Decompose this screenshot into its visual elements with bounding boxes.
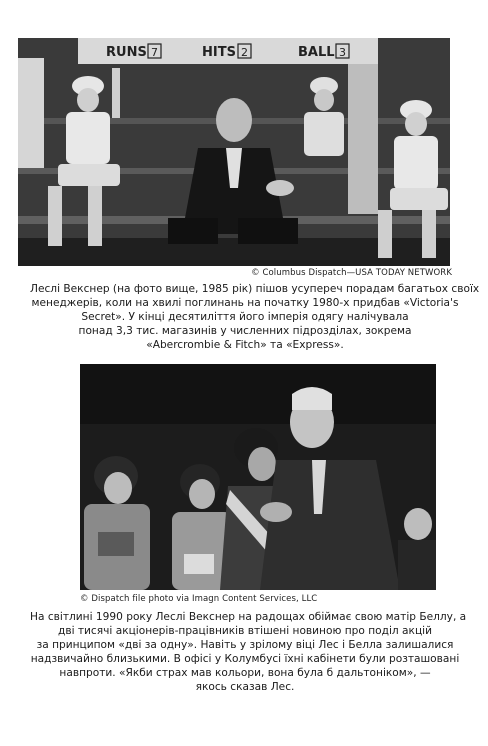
scoreboard-runs-label: RUNS [106,45,147,60]
photo-2-credit: © Dispatch file photo via Imagn Content Services, LLC [80,594,318,604]
photo-wexner-1985 [18,38,450,266]
photo-2-caption [30,610,467,694]
photo-1-caption [30,282,480,352]
caption-1-line: «Abercrombie & Fitch» та «Express». [146,339,344,351]
caption-2-line: На світлині 1990 року Леслі Векснер на радощах обіймає свою матір Беллу, а [30,611,467,623]
scoreboard-runs-value: 7 [151,46,158,59]
scoreboard-hits-label: HITS [202,45,236,60]
caption-2-line: навпроти. «Якби страх мав кольори, вона була б дальтоніком», — [59,667,431,679]
scoreboard-ball-label: BALL [298,45,335,60]
caption-2-line: якось сказав Лес. [195,681,295,693]
scoreboard-hits-value: 2 [241,46,248,59]
photo-wexner-1990 [80,364,436,590]
caption-1-line: менеджерів, коли на хвилі поглинань на початку 1980-х придбав «Victoria's [31,297,459,309]
caption-1-line: Леслі Векснер (на фото вище, 1985 рік) пішов усупереч порадам багатьох своїх [30,283,480,295]
caption-2-line: надзвичайно близькими. В офісі у Колумбусі їхні кабінети були розташовані [30,653,460,665]
photo-1-illustration [18,38,450,266]
photo-1-credit: © Columbus Dispatch—USA TODAY NETWORK [251,268,452,278]
photo-2-illustration [80,364,436,590]
scoreboard-ball-value: 3 [339,46,346,59]
caption-2-line: за принципом «дві за одну». Навіть у зрілому віці Лес і Белла залишалися [36,639,454,651]
caption-1-line: Secret». У кінці десятиліття його імперія одягу налічувала [81,311,409,323]
caption-2-line: дві тисячі акціонерів-працівників втішені новиною про поділ акцій [58,625,432,637]
caption-1-line: понад 3,3 тис. магазинів у численних підрозділах, зокрема [78,325,412,337]
